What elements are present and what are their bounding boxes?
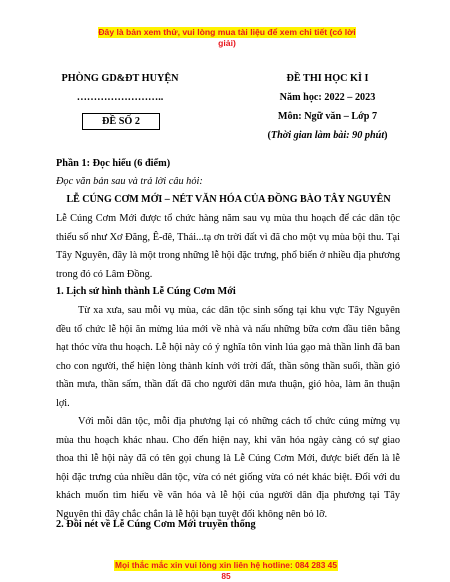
intro-paragraph: Lễ Cúng Cơm Mới được tổ chức hàng năm sau vụ mùa thu hoạch để các dân tộc thiểu số như Xơ Đăng, Ê-đê, Thái...tạ ơn trời đất vì đã cho một vụ mùa bội thu. Tại Tây Nguyên, đây là một trong những lễ hội đặc trưng, phổ biến ở nhiều địa phương trong đó có Lâm Đồng.	[56, 213, 400, 280]
preview-notice-banner: Đây là bản xem thử, vui lòng mua tài liệu để xem chi tiết (có lời giải)	[98, 27, 356, 48]
heading-traditional: 2. Đôi nét về Lễ Cúng Cơm Mới truyền thống	[56, 519, 256, 530]
reading-instruction: Đọc văn bản sau và trả lời câu hỏi:	[56, 176, 203, 187]
section1-title: Phần 1: Đọc hiểu (6 điểm)	[56, 158, 171, 169]
heading-history: 1. Lịch sử hình thành Lễ Cúng Cơm Mới	[56, 286, 236, 297]
department-dots: ……………………..	[76, 92, 164, 103]
time-paren-close: )	[384, 130, 388, 141]
exam-time	[240, 130, 415, 141]
text-title: LỄ CÚNG CƠM MỚI – NÉT VĂN HÓA CỦA ĐỒNG BÀO TÂY NGUYÊN	[66, 194, 391, 205]
exam-code-box	[82, 113, 160, 130]
subject: Môn: Ngữ văn – Lớp 7	[277, 111, 378, 122]
school-year: Năm học: 2022 – 2023	[279, 92, 376, 103]
exam-title: ĐỀ THI HỌC KÌ I	[286, 73, 369, 84]
time-label: Thời gian làm bài: 90 phút	[270, 130, 385, 141]
exam-code: ĐỀ SỐ 2	[102, 116, 140, 127]
history-paragraph: Từ xa xưa, sau mỗi vụ mùa, các dân tộc sinh sống tại khu vực Tây Nguyên đều tổ chức lễ hội ăn mừng lúa mới về nhà và nấu những bữa cơm đầu tiên bằng hạt thóc vừa thu hoạch. Lễ hội này có ý nghĩa tôn vinh lúa gạo mà thần linh đã ban cho con người, thể hiện lòng thành kính với trời đất, thần sông thần suối, thần gió thần mưa, thần sấm, thần đất đã cho người dân mưa thuận, gió hòa, làm ăn thuận lợi.	[56, 305, 400, 409]
variety-paragraph: Với mỗi dân tộc, mỗi địa phương lại có những cách tổ chức cúng mừng vụ mùa thu hoạch khác nhau. Cho đến hiện nay, khi văn hóa ngày càng có sự giao thoa thì lễ hội này đã có tên gọi chung là Lễ Cúng Cơm Mới, được biết đến là lễ hội đặc trưng của nhiều dân tộc, vừa có nét giống vừa có nét khác biệt. Đối với du khách muốn tìm hiểu về văn hóa và lễ hội của người dân địa phương tại Tây Nguyên thì đây chắc chắn là lễ hội bạn tuyệt đối không nên bỏ lỡ.	[56, 416, 400, 520]
hotline-banner: Mọi thắc mắc xin vui lòng xin liên hệ hotline: 084 283 45 85	[115, 560, 337, 581]
time-paren-open: (	[267, 130, 271, 141]
department-name: PHÒNG GD&ĐT HUYỆN	[61, 73, 179, 84]
